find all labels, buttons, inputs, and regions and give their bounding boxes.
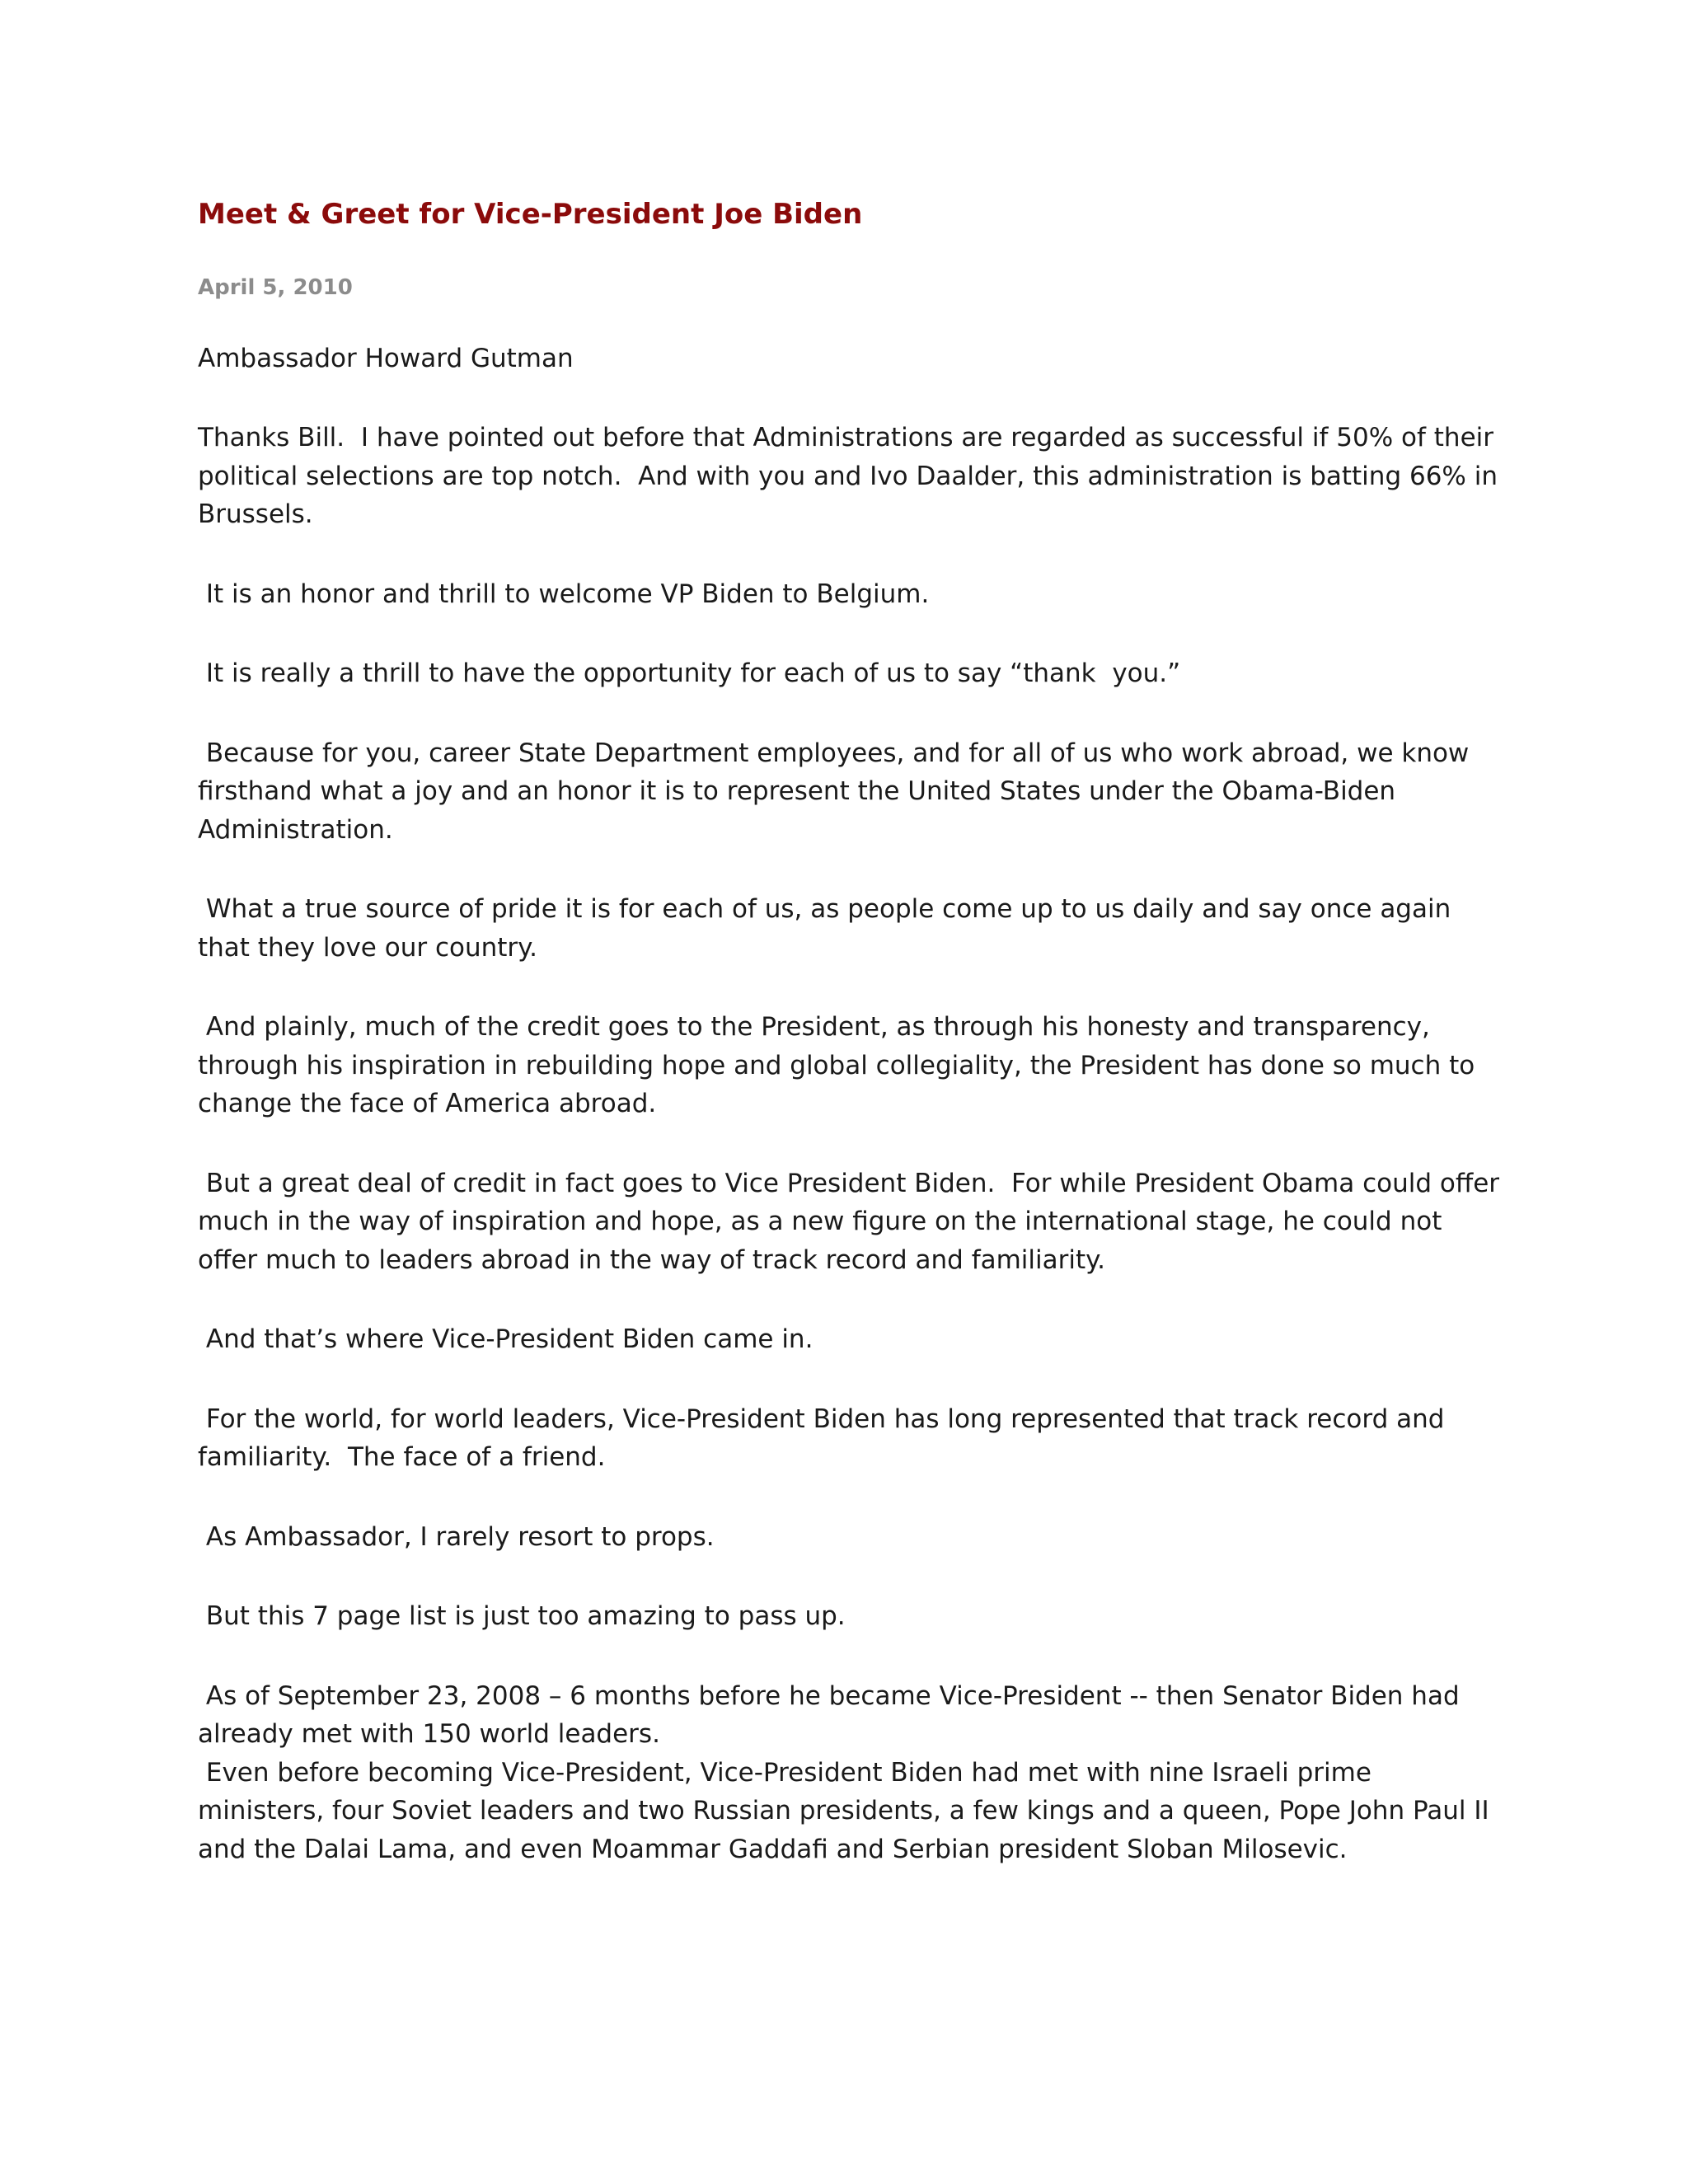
paragraph-13: Even before becoming Vice-President, Vice-President Biden had met with nine Israeli prime ministers, four Soviet leaders and two Russian presidents, a few kings and a queen, Pope John Paul II and the Dalai Lama, and even Moammar Gaddafi and Serbian president Sloban Milosevic. xyxy=(198,1757,1498,1864)
paragraph-12: As of September 23, 2008 – 6 months before he became Vice-President -- then Senator Biden had already met with 150 world leaders. xyxy=(198,1680,1468,1749)
speaker-byline: Ambassador Howard Gutman xyxy=(198,344,574,373)
paragraph-4: Because for you, career State Department employees, and for all of us who work abroad, we know firsthand what a joy and an honor it is to represent the United States under the Obama-Biden Administration. xyxy=(198,738,1478,845)
paragraph-3: It is really a thrill to have the opportunity for each of us to say “thank you.” xyxy=(198,658,1181,688)
document-page xyxy=(198,196,1507,1868)
paragraph-1: Thanks Bill. I have pointed out before that Administrations are regarded as successful if 50% of their political selections are top notch. And with you and Ivo Daalder, this administration is batting 66% in Brussels. xyxy=(198,423,1506,529)
paragraph-9: For the world, for world leaders, Vice-President Biden has long represented that track record and familiarity. The face of a friend. xyxy=(198,1404,1453,1472)
paragraph-11: But this 7 page list is just too amazing to pass up. xyxy=(198,1601,846,1631)
paragraph-10: As Ambassador, I rarely resort to props. xyxy=(198,1521,715,1552)
paragraph-8: And that’s where Vice-President Biden came in. xyxy=(198,1324,814,1354)
publish-date: April 5, 2010 xyxy=(198,275,353,300)
paragraph-5: What a true source of pride it is for each of us, as people come up to us daily and say once again that they love our country. xyxy=(198,894,1460,963)
paragraph-2: It is an honor and thrill to welcome VP Biden to Belgium. xyxy=(198,579,930,609)
paragraph-7: But a great deal of credit in fact goes to Vice President Biden. For while President Obama could offer much in the way of inspiration and hope, as a new figure on the international stage, he could not offer much to leaders abroad in the way of track record and familiarity. xyxy=(198,1168,1507,1275)
paragraph-6: And plainly, much of the credit goes to the President, as through his honesty and transparency, through his inspiration in rebuilding hope and global collegiality, the President has done so much to change the face of America abroad. xyxy=(198,1012,1484,1118)
page-title: Meet & Greet for Vice-President Joe Biden xyxy=(198,198,863,231)
